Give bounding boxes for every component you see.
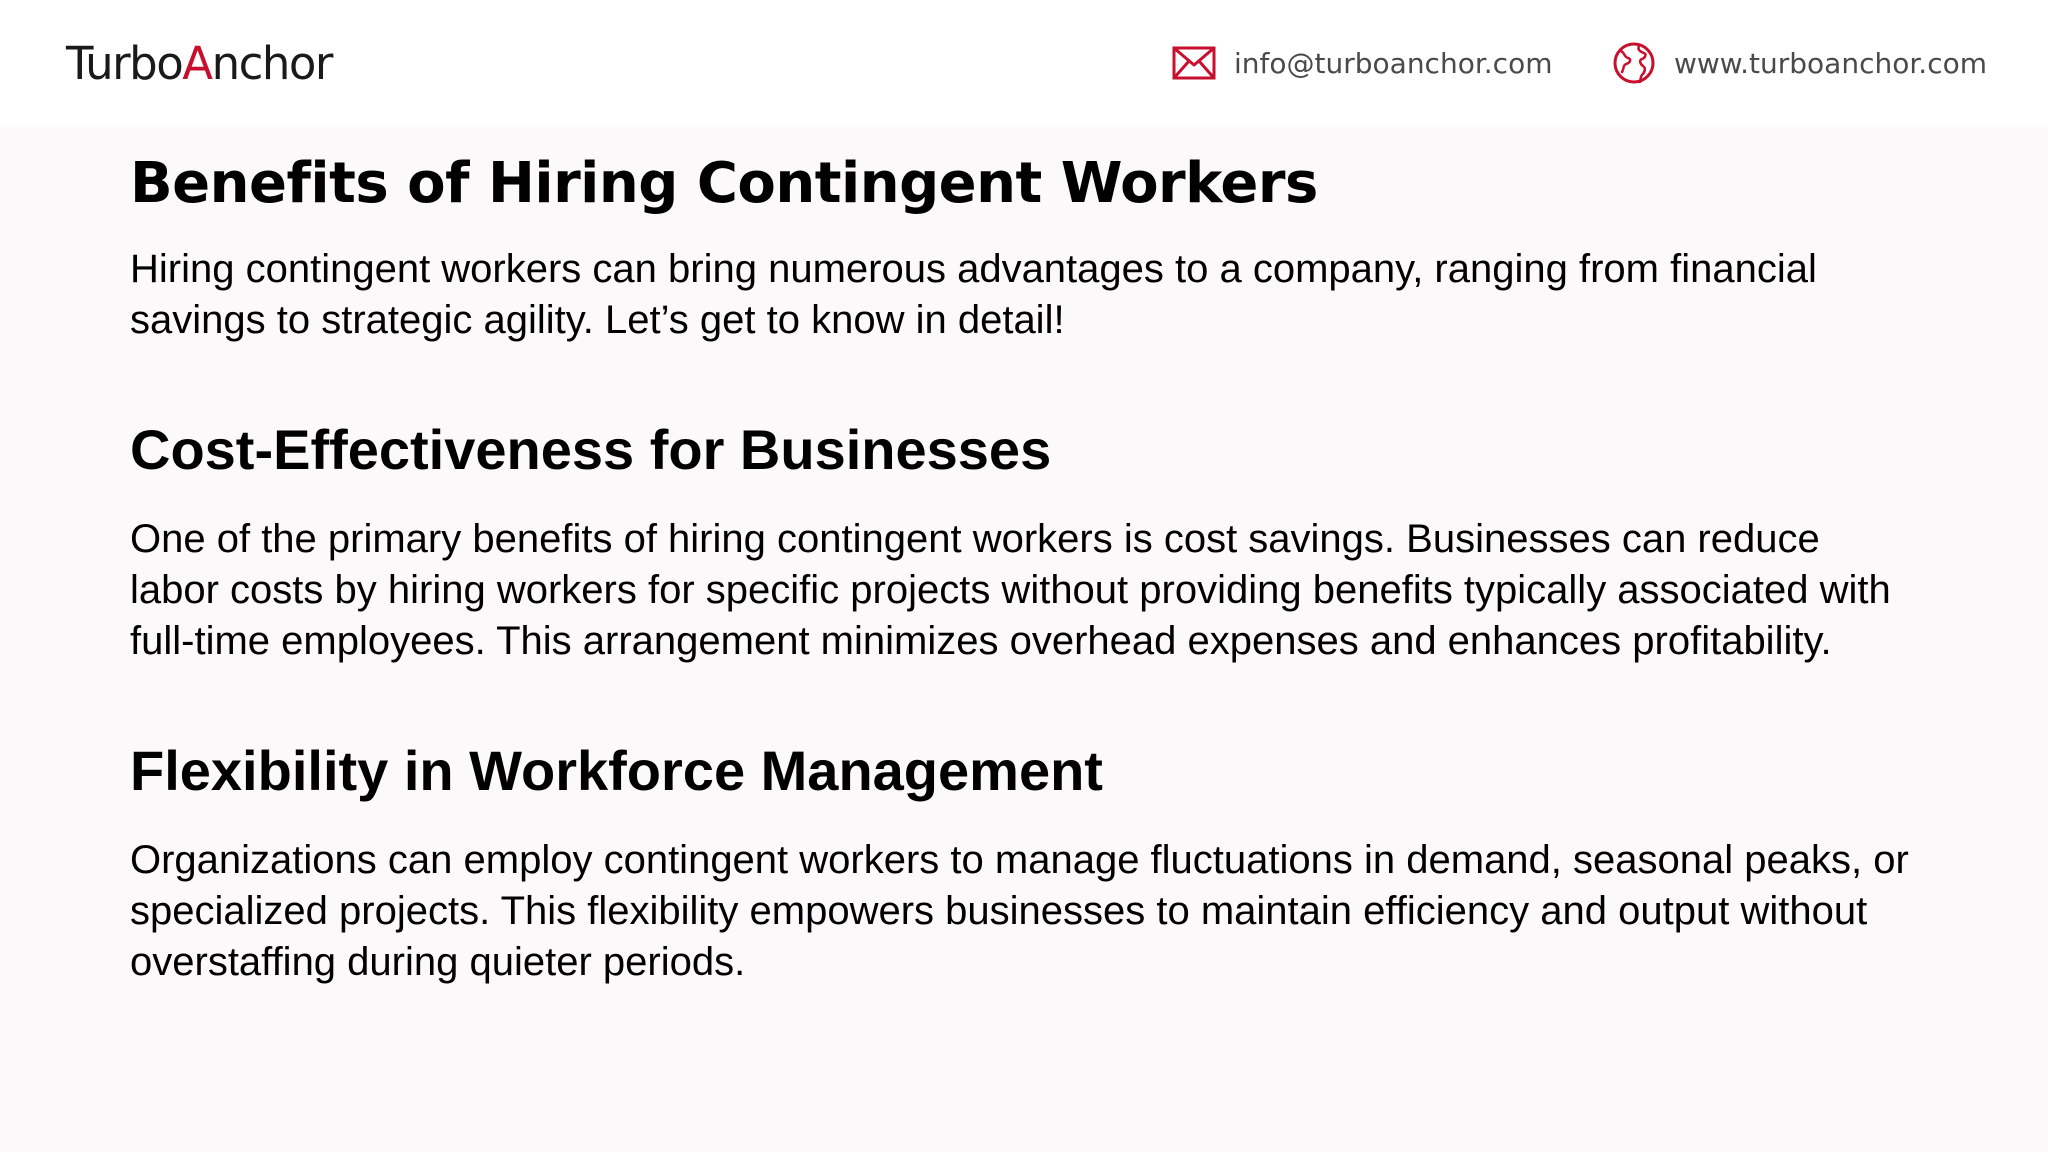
logo-text-nchor: nchor [211,37,332,90]
section-heading-flexibility: Flexibility in Workforce Management [130,739,1103,802]
intro-paragraph: Hiring contingent workers can bring numerous advantages to a company, ranging from financial savings to strategic agility. Let’s get to know in detail! [130,247,1817,342]
section-body-cost-effectiveness: One of the primary benefits of hiring contingent workers is cost savings. Businesses can reduce labor costs by hiring workers for specific projects without providing benefits typically associated with full-time employees. This arrangement minimizes overhead expenses and enhances profitability. [130,517,1891,663]
globe-icon [1612,41,1656,85]
logo-text-turbo: Turbo [66,37,183,90]
contact-website[interactable] [1612,38,1987,88]
mail-icon [1172,46,1216,80]
page-title: Benefits of Hiring Contingent Workers [130,151,1318,216]
turboanchor-logo[interactable] [66,34,332,94]
email-link[interactable]: info@turboanchor.com [1234,46,1553,80]
main-content [130,148,1910,988]
website-link[interactable]: www.turboanchor.com [1674,46,1987,80]
page-header [0,0,2048,126]
section-body-flexibility: Organizations can employ contingent workers to manage fluctuations in demand, seasonal peaks, or specialized projects. This flexibility empowers businesses to maintain efficiency and output without overstaffing during quieter periods. [130,838,1909,984]
section-heading-cost-effectiveness: Cost-Effectiveness for Businesses [130,418,1052,481]
logo-text-a: A [182,37,212,90]
contact-email[interactable] [1172,38,1552,88]
